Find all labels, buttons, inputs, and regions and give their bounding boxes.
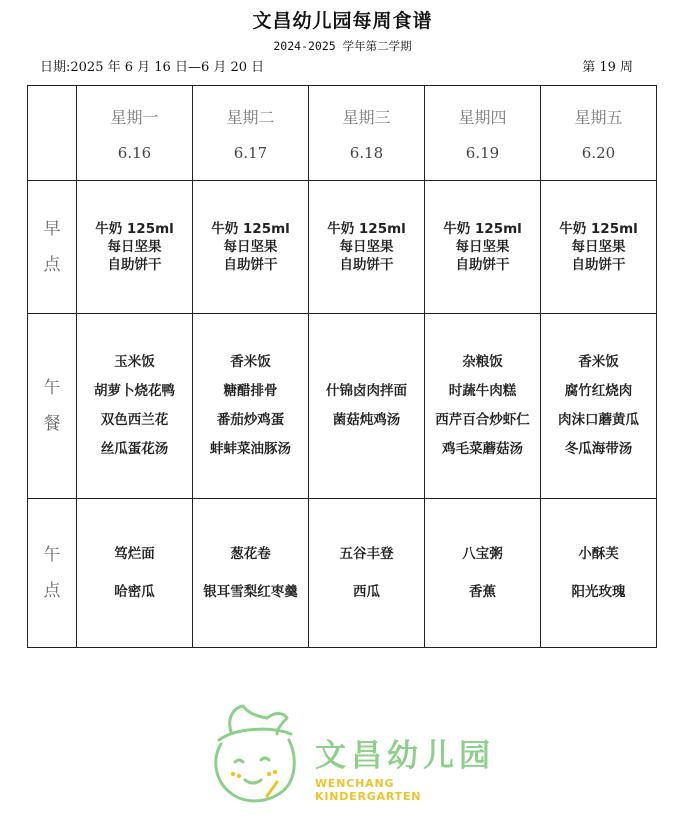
dish: 牛奶 125ml [327, 221, 406, 237]
meal-label: 午 点 [43, 545, 61, 601]
day-header-wed [309, 86, 425, 181]
weekly-menu-table [27, 85, 657, 648]
dish: 香米饭 [230, 354, 271, 370]
dish: 什锦卤肉拌面 [326, 383, 407, 399]
meal-label-afternoon [28, 499, 77, 648]
dish: 时蔬牛肉糕 [448, 383, 517, 399]
day-name: 星期一 [110, 107, 159, 127]
dish: 自助饼干 [455, 257, 510, 273]
dish: 自助饼干 [571, 257, 626, 273]
dish: 葱花卷 [230, 546, 271, 562]
dish: 杂粮饭 [462, 354, 503, 370]
day-name: 星期四 [458, 107, 507, 127]
meal-label-lunch [28, 314, 77, 499]
breakfast-cell-tue [193, 181, 309, 314]
logo-chinese-name: 文昌幼儿园 [315, 738, 495, 774]
day-name: 星期二 [226, 107, 275, 127]
dish: 每日坚果 [339, 239, 394, 255]
child-face-icon [205, 700, 309, 806]
breakfast-cell-thu [425, 181, 541, 314]
dish: 玉米饭 [114, 354, 155, 370]
dish: 胡萝卜烧花鸭 [94, 383, 175, 399]
dish: 牛奶 125ml [211, 221, 290, 237]
day-date: 6.19 [465, 143, 500, 162]
meal-label: 午 餐 [43, 378, 61, 434]
dish: 西芹百合炒虾仁 [435, 412, 530, 428]
week-number: 第 19 周 [582, 60, 633, 75]
lunch-cell-wed [309, 314, 425, 499]
day-name: 星期三 [342, 107, 391, 127]
dish: 牛奶 125ml [95, 221, 174, 237]
dish: 菌菇炖鸡汤 [332, 412, 401, 428]
dish: 番茄炒鸡蛋 [216, 412, 285, 428]
breakfast-cell-mon [77, 181, 193, 314]
dish: 香蕉 [469, 584, 496, 600]
dish: 银耳雪梨红枣羹 [203, 584, 298, 600]
snack-cell-fri [541, 499, 657, 648]
dish: 每日坚果 [107, 239, 162, 255]
dish: 每日坚果 [571, 239, 626, 255]
dish: 丝瓜蛋花汤 [100, 441, 169, 457]
dish: 小酥芙 [578, 546, 619, 562]
day-header-thu [425, 86, 541, 181]
snack-cell-tue [193, 499, 309, 648]
dish: 肉沫口蘑黄瓜 [558, 412, 639, 428]
snack-cell-mon [77, 499, 193, 648]
date-range: 日期:2025 年 6 月 16 日—6 月 20 日 [40, 60, 265, 75]
dish: 笃烂面 [114, 546, 155, 562]
meal-label: 早 点 [43, 219, 61, 275]
lunch-row [28, 314, 657, 499]
dish: 自助饼干 [107, 257, 162, 273]
snack-cell-thu [425, 499, 541, 648]
dish: 每日坚果 [223, 239, 278, 255]
corner-cell [28, 86, 77, 181]
day-date: 6.16 [117, 143, 152, 162]
day-date: 6.20 [581, 143, 616, 162]
lunch-cell-fri [541, 314, 657, 499]
dish: 每日坚果 [455, 239, 510, 255]
dish: 自助饼干 [339, 257, 394, 273]
school-term: 2024-2025 学年第二学期 [273, 39, 412, 53]
day-date: 6.18 [349, 143, 384, 162]
dish: 西瓜 [353, 584, 380, 600]
dish: 八宝粥 [462, 546, 503, 562]
snack-cell-wed [309, 499, 425, 648]
day-header-fri [541, 86, 657, 181]
dish: 香米饭 [578, 354, 619, 370]
breakfast-cell-fri [541, 181, 657, 314]
dish: 阳光玫瑰 [571, 584, 626, 600]
kindergarten-logo [205, 700, 505, 810]
dish: 五谷丰登 [339, 546, 394, 562]
breakfast-row [28, 181, 657, 314]
page-title: 文昌幼儿园每周食谱 [252, 10, 433, 32]
dish: 蚌蚌菜油豚汤 [210, 441, 291, 457]
day-header-tue [193, 86, 309, 181]
lunch-cell-thu [425, 314, 541, 499]
lunch-cell-tue [193, 314, 309, 499]
dish: 牛奶 125ml [443, 221, 522, 237]
dish: 哈密瓜 [114, 584, 155, 600]
day-header-mon [77, 86, 193, 181]
dish: 鸡毛菜蘑菇汤 [442, 441, 523, 457]
day-name: 星期五 [574, 107, 623, 127]
table-header-row [28, 86, 657, 181]
afternoon-snack-row [28, 499, 657, 648]
dish: 牛奶 125ml [559, 221, 638, 237]
dish: 双色西兰花 [100, 412, 169, 428]
day-date: 6.17 [233, 143, 268, 162]
breakfast-cell-wed [309, 181, 425, 314]
dish: 自助饼干 [223, 257, 278, 273]
logo-english-name: WENCHANG KINDERGARTEN [315, 777, 422, 803]
lunch-cell-mon [77, 314, 193, 499]
dish: 腐竹红烧肉 [564, 383, 633, 399]
dish: 冬瓜海带汤 [564, 441, 633, 457]
meal-label-breakfast [28, 181, 77, 314]
dish: 糖醋排骨 [223, 383, 278, 399]
